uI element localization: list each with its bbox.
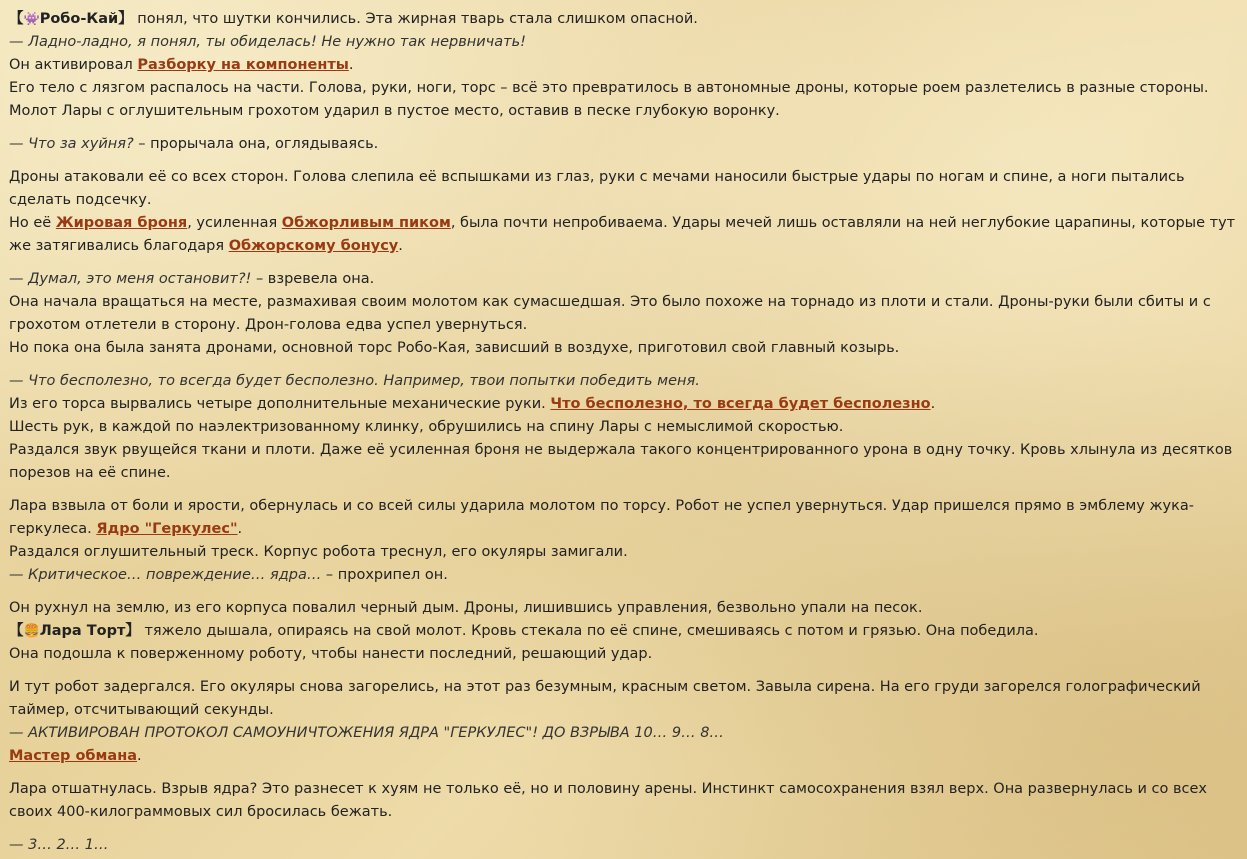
narration-text: Но пока она была занята дронами, основной торс Робо-Кая, зависший в воздухе, приготовил свой главный козырь. — [9, 340, 900, 356]
narration-text: . — [237, 521, 243, 537]
story-paragraph — [9, 495, 1238, 587]
narration-text: тяжело дышала, опираясь на свой молот. Кровь стекала по её спине, смешиваясь с потом и грязью. Она победила. — [139, 623, 1039, 639]
story-line — [9, 8, 1238, 31]
narration-text: Шесть рук, в каждой по наэлектризованному клинку, обрушились на спину Лары с немыслимой скоростью. — [9, 419, 844, 435]
narration-text: , усиленная — [187, 215, 282, 231]
skill-link[interactable]: Мастер обмана — [9, 748, 138, 764]
skill-link[interactable]: Обжорскому бонусу — [228, 238, 399, 254]
story-line — [9, 643, 1238, 666]
story-line — [9, 370, 1238, 393]
narration-text: Его тело с лязгом распалось на части. Голова, руки, ноги, торс – всё это превратилось в автономные дроны, которые роем разлетелись в разные стороны. — [9, 80, 1209, 96]
skill-link[interactable]: Обжорливым пиком — [281, 215, 451, 231]
narration-text: Она подошла к поверженному роботу, чтобы нанести последний, решающий удар. — [9, 646, 653, 662]
story-paragraph — [9, 834, 1238, 857]
narration-text: Раздался оглушительный треск. Корпус робота треснул, его окуляры замигали. — [9, 544, 628, 560]
story-line — [9, 778, 1238, 824]
character-name: Лара Торт】 — [39, 623, 140, 639]
skill-link[interactable]: Ядро "Геркулес" — [96, 521, 238, 537]
story-line — [9, 337, 1238, 360]
story-line — [9, 439, 1238, 485]
narration-text: Лара взвыла от боли и ярости, обернулась и со всей силы ударила молотом по торсу. Робот не успел увернуться. Удар пришелся прямо в эмблему жука-геркулеса. — [9, 498, 1194, 537]
skill-link[interactable]: Разборку на компоненты — [137, 57, 349, 73]
dialogue-text: — Что бесполезно, то всегда будет бесполезно. Например, твои попытки победить меня. — [9, 373, 700, 389]
dialogue-text: — 3… 2… 1… — [9, 837, 109, 853]
dialogue-text: — Критическое… повреждение… ядра… — [9, 567, 322, 583]
story-paragraph — [9, 597, 1238, 666]
story-paragraph — [9, 8, 1238, 123]
story-paragraph — [9, 778, 1238, 824]
dialogue-text: — Что за хуйня? — [9, 136, 134, 152]
narration-text: Дроны атаковали её со всех сторон. Голова слепила её вспышками из глаз, руки с мечами наносили быстрые удары по ногам и спине, а ноги пытались сделать подсечку. — [9, 169, 1185, 208]
narration-text: Молот Лары с оглушительным грохотом ударил в пустое место, оставив в песке глубокую воронку. — [9, 103, 780, 119]
narration-text: И тут робот задергался. Его окуляры снова загорелись, на этот раз безумным, красным светом. Завыла сирена. На его груди загорелся голографический таймер, отсчитывающий секунды. — [9, 679, 1201, 718]
character-name: Робо-Кай】 — [39, 11, 133, 27]
narration-text: . — [398, 238, 403, 254]
dialogue-text: — АКТИВИРОВАН ПРОТОКОЛ САМОУНИЧТОЖЕНИЯ ЯДРА "ГЕРКУЛЕС"! ДО ВЗРЫВА 10… 9… 8… — [9, 725, 724, 741]
story-line — [9, 133, 1238, 156]
character-name: 【 — [9, 11, 24, 27]
narration-text: – прохрипел он. — [321, 567, 448, 583]
story-line — [9, 541, 1238, 564]
story-line — [9, 745, 1238, 768]
narration-text: Лара отшатнулась. Взрыв ядра? Это разнесет к хуям не только её, но и половину арены. Инстинкт самосохранения взял верх. Она развернулась и со всех своих 400-килограммовых сил бросилась бежать. — [9, 781, 1207, 820]
story-paragraph — [9, 268, 1238, 360]
narration-text: . — [348, 57, 354, 73]
story-paragraph — [9, 166, 1238, 258]
skill-link[interactable]: Что бесполезно, то всегда будет бесполезно — [550, 396, 931, 412]
story-line — [9, 564, 1238, 587]
story-paragraph — [9, 133, 1238, 156]
dialogue-text: — Ладно-ладно, я понял, ты обиделась! Не нужно так нервничать! — [9, 34, 526, 50]
story-line — [9, 212, 1238, 258]
narration-text: . — [930, 396, 936, 412]
skill-link[interactable]: Жировая броня — [55, 215, 188, 231]
story-line — [9, 834, 1238, 857]
narration-text: – прорычала она, оглядываясь. — [133, 136, 379, 152]
story-line — [9, 676, 1238, 722]
narration-text: – взревела она. — [251, 271, 375, 287]
narration-text: Раздался звук рвущейся ткани и плоти. Даже её усиленная броня не выдержала такого концентрированного урона в одну точку. Кровь хлынула из десятков порезов на её спине. — [9, 442, 1233, 481]
narration-text: Но её — [9, 215, 56, 231]
story-line — [9, 291, 1238, 337]
narration-text: Из его торса вырвались четыре дополнительные механические руки. — [9, 396, 551, 412]
story-line — [9, 620, 1238, 643]
story-line — [9, 268, 1238, 291]
story-line — [9, 77, 1238, 100]
story-line — [9, 393, 1238, 416]
dialogue-text: — Думал, это меня остановит?! — [9, 271, 252, 287]
story-line — [9, 166, 1238, 212]
story-line — [9, 100, 1238, 123]
narration-text: , была почти непробиваема. Удары мечей лишь оставляли на ней неглубокие царапины, которые тут же затягивались благодаря — [9, 215, 1236, 254]
character-icon: 🍔 — [23, 624, 40, 639]
story-line — [9, 597, 1238, 620]
story-line — [9, 416, 1238, 439]
narration-text: Он активировал — [9, 57, 138, 73]
narration-text: . — [137, 748, 142, 764]
story-line — [9, 495, 1238, 541]
story-paragraph — [9, 370, 1238, 485]
character-name: 【 — [9, 623, 24, 639]
character-icon: 👾 — [23, 12, 40, 27]
story-line — [9, 54, 1238, 77]
narration-text: понял, что шутки кончились. Эта жирная тварь стала слишком опасной. — [132, 11, 698, 27]
story-line — [9, 722, 1238, 745]
story-paragraph — [9, 676, 1238, 768]
narration-text: Она начала вращаться на месте, размахивая своим молотом как сумасшедшая. Это было похоже на торнадо из плоти и стали. Дроны-руки были сбиты и с грохотом отлетели в сторону. Дрон-голова едва успел увернуться. — [9, 294, 1211, 333]
story-line — [9, 31, 1238, 54]
narration-text: Он рухнул на землю, из его корпуса повалил черный дым. Дроны, лишившись управления, безвольно упали на песок. — [9, 600, 923, 616]
